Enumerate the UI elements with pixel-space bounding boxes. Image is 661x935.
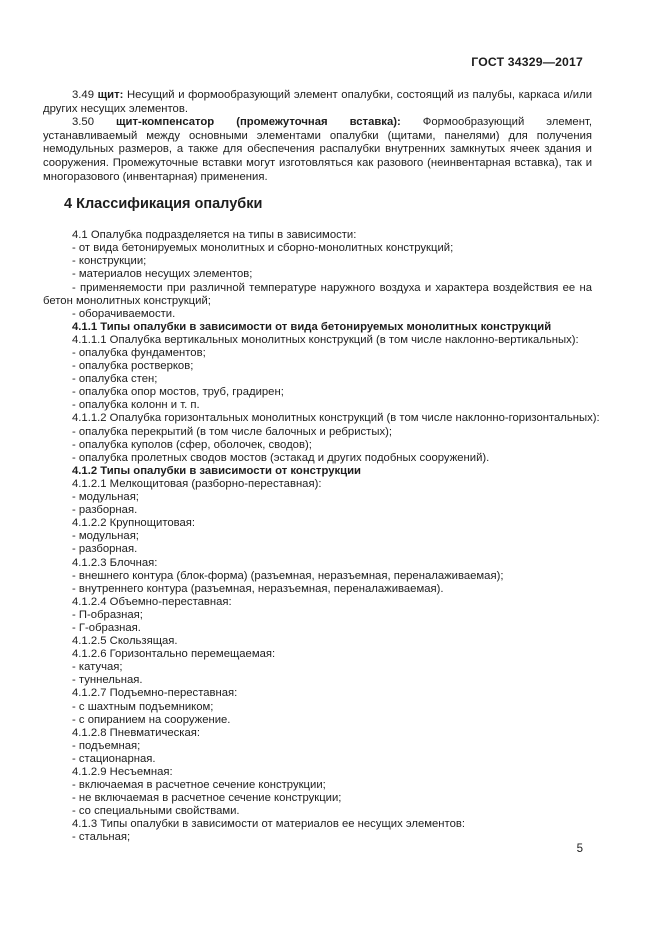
list-line: - разборная. [72, 543, 138, 556]
list-line: - от вида бетонируемых монолитных и сборно-монолитных конструкций; [72, 242, 454, 255]
list-line: 4.1.2.9 Несъемная: [72, 766, 173, 778]
list-line: 4.1.2.3 Блочная: [72, 556, 158, 569]
list-line: 4.1.2.5 Скользящая. [72, 635, 178, 648]
list-line: - внутреннего контура (разъемная, неразъемная, переналаживаемая). [72, 582, 444, 595]
list-line: - не включаемая в расчетное сечение конструкции; [72, 792, 342, 805]
page-number: 5 [576, 843, 583, 855]
list-line: - опалубка колонн и т. п. [72, 399, 200, 412]
list-line: - материалов несущих элементов; [72, 268, 253, 281]
list-line: - катучая; [72, 661, 123, 674]
list-line: - разборная. [72, 504, 138, 517]
term-definition: Несущий и формообразующий элемент опалубки, состоящий из палубы, каркаса и/или других несущих элементов. [43, 89, 593, 115]
list-line: - опалубка фундаментов; [72, 347, 206, 359]
list-line: - модульная; [72, 491, 139, 504]
list-line: - подъемная; [72, 739, 141, 752]
list-line: - опалубка ростверков; [72, 360, 194, 373]
list-line: - Г-образная. [72, 621, 141, 634]
list-line: - опалубка стен; [72, 373, 158, 386]
list-line: - включаемая в расчетное сечение конструкции; [72, 779, 326, 792]
list-line: 4.1.1.2 Опалубка горизонтальных монолитных конструкций (в том числе наклонно-горизонтальных): [72, 412, 600, 425]
list-line: - оборачиваемости. [72, 307, 176, 320]
classification-list [43, 229, 600, 844]
list-line: 4.1.2.2 Крупнощитовая: [72, 517, 196, 530]
clause-number: 3.50 [72, 116, 94, 129]
list-line: - применяемости при различной температуре наружного воздуха и характера воздействия ее на бетон монолитных конструкций; [43, 281, 592, 307]
list-line: - опалубка перекрытий (в том числе балочных и ребристых); [72, 425, 392, 438]
list-line: 4.1.2.4 Объемно-переставная: [72, 595, 232, 608]
list-line: - туннельная. [72, 674, 143, 687]
list-line: - модульная; [72, 530, 139, 543]
term-definition: Формообразующий элемент, устанавливаемый между основными элементами опалубки (щитами, панелями) для получения немодульных размеров, а также для обеспечения распалубки внутренних замкнутых ячеек здания и сооружения. Промежуточные вставки могут изготовляться как разового (неинвентарная вставка), так и многоразового (инвентарная) применения. [43, 116, 592, 183]
list-line: 4.1.2.1 Мелкощитовая (разборно-переставная): [72, 477, 322, 490]
list-line: - конструкции; [72, 255, 147, 268]
term-name: щит: [97, 89, 124, 101]
list-line: - опалубка опор мостов, труб, градирен; [72, 386, 284, 399]
subsection-heading: 4.1.2 Типы опалубки в зависимости от конструкции [72, 464, 361, 477]
clause-number: 3.49 [72, 89, 94, 101]
subsection-heading: 4.1.1 Типы опалубки в зависимости от вида бетонируемых монолитных конструкций [72, 320, 552, 333]
list-line: - с шахтным подъемником; [72, 700, 214, 713]
clause-3-49 [43, 89, 592, 116]
list-line: - П-образная; [72, 608, 143, 621]
clause-3-50 [43, 116, 592, 184]
list-line: - опалубка пролетных сводов мостов (эстакад и других подобных сооружений). [72, 451, 490, 464]
list-line: 4.1.2.6 Горизонтально перемещаемая: [72, 648, 276, 661]
list-line: - стационарная. [72, 752, 156, 765]
term-name: щит-компенсатор (промежуточная вставка): [116, 116, 401, 129]
list-line: 4.1.2.8 Пневматическая: [72, 726, 201, 739]
list-line: 4.1 Опалубка подразделяется на типы в зависимости: [72, 229, 357, 242]
list-line: 4.1.2.7 Подъемно-переставная: [72, 687, 238, 700]
list-line: - с опиранием на сооружение. [72, 713, 231, 726]
list-line: - со специальными свойствами. [72, 805, 240, 818]
standard-designation: ГОСТ 34329—2017 [471, 55, 583, 69]
list-line: - внешнего контура (блок-форма) (разъемная, неразъемная, переналаживаемая); [72, 569, 504, 582]
list-line: - стальная; [72, 831, 131, 844]
list-line: 4.1.3 Типы опалубки в зависимости от материалов ее несущих элементов: [72, 818, 466, 831]
list-line: - опалубка куполов (сфер, оболочек, сводов); [72, 438, 312, 451]
section-heading: 4 Классификация опалубки [64, 196, 263, 213]
document-body [43, 89, 600, 845]
list-line: 4.1.1.1 Опалубка вертикальных монолитных конструкций (в том числе наклонно-вертикальных): [72, 333, 579, 346]
